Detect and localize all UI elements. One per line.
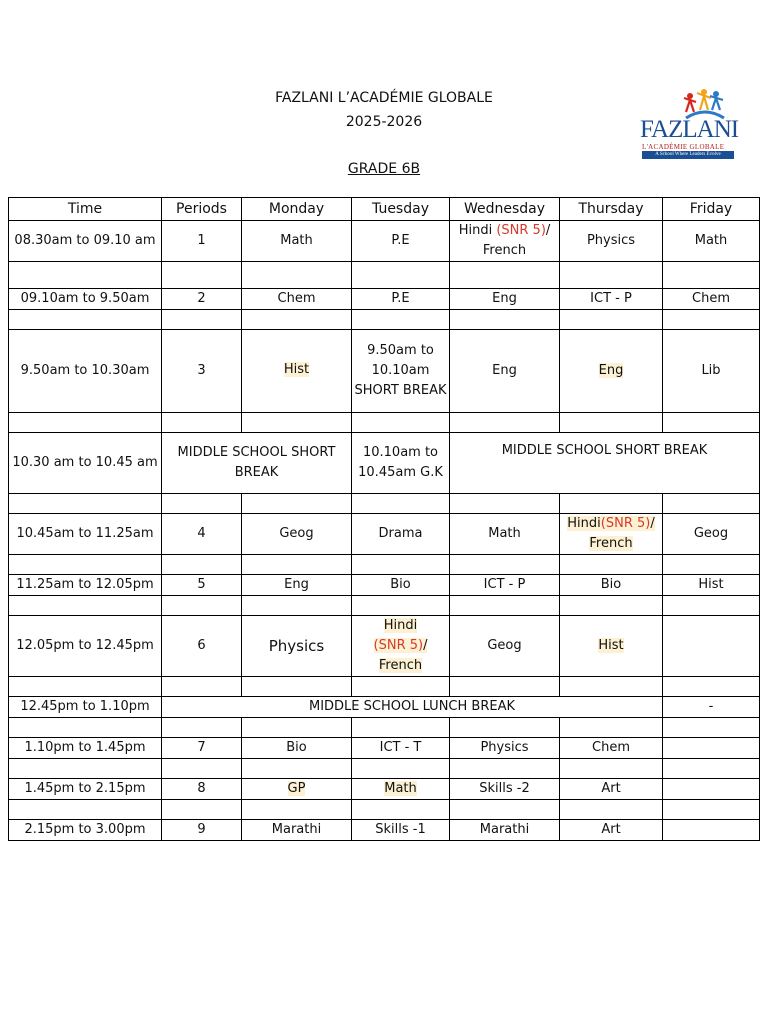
table-row — [9, 616, 760, 677]
subject-cell: Geog — [450, 616, 560, 677]
subject-cell — [560, 514, 663, 555]
table-row — [9, 575, 760, 596]
separator-text: / — [650, 516, 655, 531]
subject-cell — [663, 820, 760, 841]
subject-cell — [560, 616, 663, 677]
subject-cell: Lib — [663, 330, 760, 413]
subject-cell: Physics — [450, 738, 560, 759]
subject-cell: Eng — [242, 575, 352, 596]
spacer-row — [9, 800, 760, 820]
subject-text: Hist — [598, 638, 624, 653]
subject-cell: Geog — [242, 514, 352, 555]
subject-cell — [352, 616, 450, 677]
room-text: (SNR 5) — [496, 223, 546, 238]
table-row — [9, 221, 760, 262]
time-cell: 2.15pm to 3.00pm — [9, 820, 162, 841]
subject-cell: Drama — [352, 514, 450, 555]
table-row — [9, 433, 760, 494]
subject-text: French — [378, 658, 423, 673]
subject-cell — [663, 779, 760, 800]
break-cell: MIDDLE SCHOOL SHORT BREAK — [450, 433, 760, 494]
subject-text: Eng — [598, 363, 624, 378]
col-header-tuesday: Tuesday — [352, 198, 450, 221]
break-cell: MIDDLE SCHOOL SHORT BREAK — [162, 433, 352, 494]
break-cell: MIDDLE SCHOOL LUNCH BREAK — [162, 697, 663, 718]
subject-cell: Hist — [663, 575, 760, 596]
subject-cell: Marathi — [242, 820, 352, 841]
subject-text: Hindi — [383, 618, 418, 633]
subject-text: French — [589, 536, 633, 551]
spacer-row — [9, 718, 760, 738]
subject-cell: 9.50am to 10.10am SHORT BREAK — [352, 330, 450, 413]
room-text: (SNR 5) — [600, 516, 651, 531]
subject-cell: Chem — [560, 738, 663, 759]
subject-cell: Art — [560, 820, 663, 841]
separator-text: / — [545, 223, 551, 238]
subject-cell — [352, 779, 450, 800]
subject-cell: Math — [663, 221, 760, 262]
spacer-row — [9, 494, 760, 514]
subject-cell: Physics — [242, 616, 352, 677]
subject-cell: Eng — [450, 330, 560, 413]
spacer-row — [9, 310, 760, 330]
subject-cell: 10.10am to 10.45am G.K — [352, 433, 450, 494]
table-row — [9, 289, 760, 310]
subject-cell: Skills -2 — [450, 779, 560, 800]
subject-cell: ICT - T — [352, 738, 450, 759]
logo-tagline: A School Where Leaders Evolve — [642, 151, 734, 159]
subject-cell — [242, 779, 352, 800]
period-cell: 7 — [162, 738, 242, 759]
table-row — [9, 514, 760, 555]
time-cell: 12.05pm to 12.45pm — [9, 616, 162, 677]
spacer-row — [9, 596, 760, 616]
table-row — [9, 779, 760, 800]
period-cell: 1 — [162, 221, 242, 262]
subject-cell: P.E — [352, 289, 450, 310]
time-cell: 08.30am to 09.10 am — [9, 221, 162, 262]
timetable — [8, 197, 760, 841]
subject-cell: Eng — [450, 289, 560, 310]
subject-cell — [663, 738, 760, 759]
subject-text: Math — [384, 781, 417, 796]
school-logo — [638, 88, 738, 164]
table-row — [9, 697, 760, 718]
time-cell: 10.45am to 11.25am — [9, 514, 162, 555]
subject-cell: ICT - P — [560, 289, 663, 310]
spacer-row — [9, 262, 760, 289]
subject-cell — [560, 330, 663, 413]
spacer-row — [9, 555, 760, 575]
subject-cell — [242, 330, 352, 413]
col-header-monday: Monday — [242, 198, 352, 221]
academic-year: 2025-2026 — [345, 114, 423, 130]
subject-text: Hindi — [567, 516, 601, 531]
subject-cell: Geog — [663, 514, 760, 555]
logo-wordmark: FAZLANI — [640, 116, 739, 143]
subject-cell: Marathi — [450, 820, 560, 841]
subject-cell — [663, 616, 760, 677]
time-cell: 11.25am to 12.05pm — [9, 575, 162, 596]
subject-cell: Math — [242, 221, 352, 262]
table-row — [9, 820, 760, 841]
spacer-row — [9, 413, 760, 433]
time-cell: 09.10am to 9.50am — [9, 289, 162, 310]
subject-cell: Math — [450, 514, 560, 555]
col-header-periods: Periods — [162, 198, 242, 221]
grade-title: GRADE 6B — [347, 161, 421, 177]
period-cell: 9 — [162, 820, 242, 841]
table-row — [9, 330, 760, 413]
period-cell: 4 — [162, 514, 242, 555]
col-header-time: Time — [9, 198, 162, 221]
subject-cell: Physics — [560, 221, 663, 262]
time-cell: 1.10pm to 1.45pm — [9, 738, 162, 759]
col-header-friday: Friday — [663, 198, 760, 221]
subject-text: GP — [287, 781, 306, 796]
subject-cell: Bio — [242, 738, 352, 759]
subject-cell — [450, 221, 560, 262]
school-title: FAZLANI L’ACADÉMIE GLOBALE — [275, 90, 493, 106]
subject-cell: P.E — [352, 221, 450, 262]
subject-cell: ICT - P — [450, 575, 560, 596]
table-header-row — [9, 198, 760, 221]
logo-subtitle: L'ACADÉMIE GLOBALE — [642, 143, 725, 151]
col-header-thursday: Thursday — [560, 198, 663, 221]
subject-cell: Chem — [663, 289, 760, 310]
subject-cell: Art — [560, 779, 663, 800]
table-row — [9, 738, 760, 759]
subject-text: Hindi — [458, 223, 497, 238]
subject-cell: Skills -1 — [352, 820, 450, 841]
time-cell: 1.45pm to 2.15pm — [9, 779, 162, 800]
subject-cell: Chem — [242, 289, 352, 310]
separator-text: / — [423, 638, 428, 653]
room-text: (SNR 5) — [373, 638, 424, 653]
period-cell: 3 — [162, 330, 242, 413]
spacer-row — [9, 677, 760, 697]
subject-text: Hist — [283, 362, 310, 377]
period-cell: 2 — [162, 289, 242, 310]
time-cell: 12.45pm to 1.10pm — [9, 697, 162, 718]
subject-cell: Bio — [352, 575, 450, 596]
subject-cell: - — [663, 697, 760, 718]
time-cell: 10.30 am to 10.45 am — [9, 433, 162, 494]
col-header-wednesday: Wednesday — [450, 198, 560, 221]
time-cell: 9.50am to 10.30am — [9, 330, 162, 413]
period-cell: 8 — [162, 779, 242, 800]
period-cell: 6 — [162, 616, 242, 677]
period-cell: 5 — [162, 575, 242, 596]
subject-cell: Bio — [560, 575, 663, 596]
subject-text: French — [482, 243, 527, 258]
spacer-row — [9, 759, 760, 779]
